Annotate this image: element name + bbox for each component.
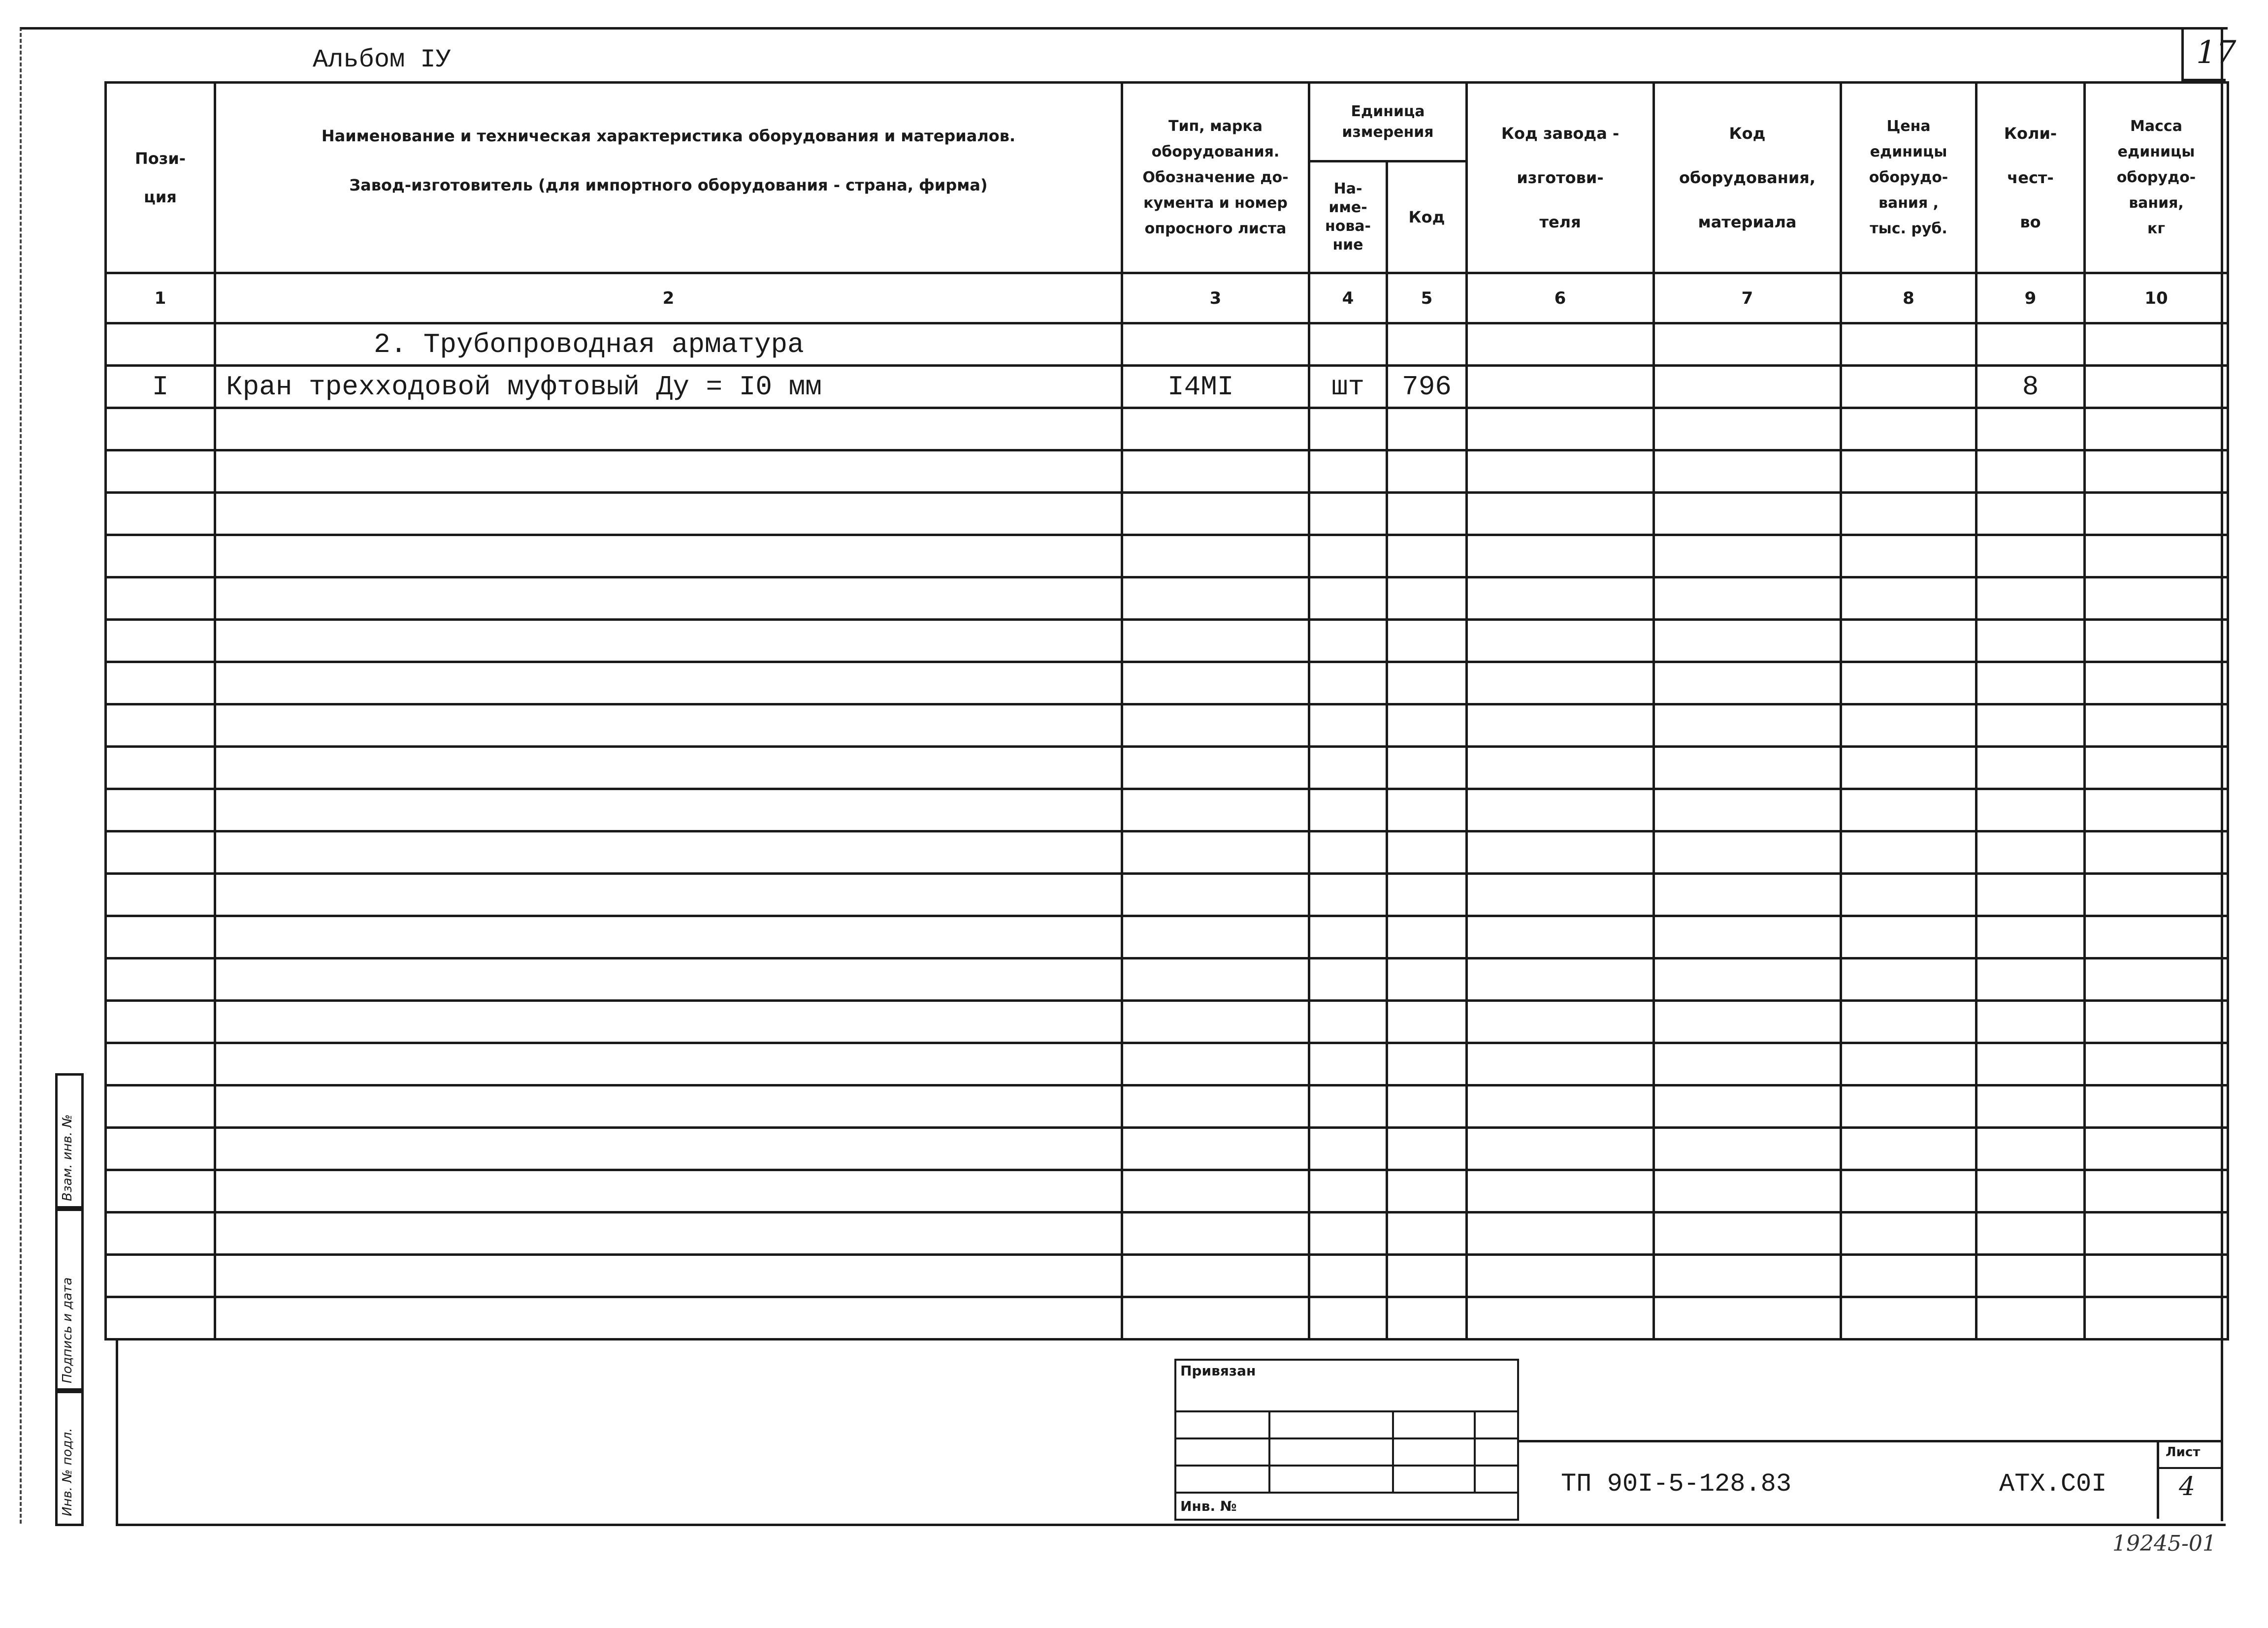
table-row <box>106 535 2228 577</box>
table-row <box>106 831 2228 874</box>
side-label-inv: Инв. № подл. <box>60 1428 75 1516</box>
cell-name: 2. Трубопроводная арматура <box>215 323 1122 366</box>
table-row <box>106 1297 2228 1340</box>
table-row <box>106 450 2228 493</box>
table-row <box>106 577 2228 620</box>
col10-header: Масса единицы оборудо- вания, кг <box>2085 83 2228 273</box>
table-row <box>106 662 2228 704</box>
col3-header: Тип, марка оборудования. Обозначение до- кумента и номер опросного листа <box>1122 83 1309 273</box>
colnum-7: 7 <box>1654 273 1841 323</box>
table-row <box>106 704 2228 747</box>
page-number-handwritten: 17 <box>2196 34 2236 71</box>
table-row <box>106 1170 2228 1213</box>
col9-header: Коли- чест- во <box>1976 83 2085 273</box>
table-row <box>106 874 2228 916</box>
cell-name: Кран трехходовой муфтовый Ду = I0 мм <box>215 366 1122 408</box>
col5-header: Код <box>1387 161 1467 273</box>
cell-empty <box>1654 366 1841 408</box>
table-row <box>106 1213 2228 1255</box>
colnum-2: 2 <box>215 273 1122 323</box>
privyazan-stamp <box>1174 1359 1519 1521</box>
archive-number-handwritten: 19245-01 <box>2112 1531 2216 1556</box>
cell-pos <box>106 323 215 366</box>
cell-pos: I <box>106 366 215 408</box>
cell-empty <box>1654 323 1841 366</box>
col6-header: Код завода - изготови- теля <box>1467 83 1654 273</box>
table-row <box>106 958 2228 1001</box>
colnum-5: 5 <box>1387 273 1467 323</box>
table-row <box>106 1043 2228 1085</box>
colnum-6: 6 <box>1467 273 1654 323</box>
privyazan-label: Привязан <box>1175 1360 1518 1411</box>
cell-empty <box>1467 366 1654 408</box>
sheet-label: Лист <box>2166 1445 2201 1460</box>
cell-empty <box>1841 323 1976 366</box>
table-row <box>106 620 2228 662</box>
sheet-box-divider <box>2157 1467 2223 1469</box>
title-block-top-line <box>1519 1440 2223 1442</box>
table-row <box>106 1255 2228 1297</box>
col1-header: Пози- ция <box>106 83 215 273</box>
cell-qty: 8 <box>1976 366 2085 408</box>
cell-unit-code <box>1387 323 1467 366</box>
table-row <box>106 493 2228 535</box>
colnum-8: 8 <box>1841 273 1976 323</box>
col2-header: Наименование и техническая характеристика оборудования и материалов. Завод-изготовитель (для импортного оборудования - страна, фирма) <box>215 83 1122 273</box>
inv-no-label: Инв. № <box>1175 1493 1518 1520</box>
table-row <box>106 1128 2228 1170</box>
side-label-podpis: Подпись и дата <box>60 1277 75 1383</box>
cell-empty <box>1841 366 1976 408</box>
cell-unit-name <box>1309 323 1387 366</box>
table-row <box>106 323 2228 366</box>
table-row <box>106 408 2228 450</box>
cell-empty <box>2085 366 2228 408</box>
cell-empty <box>1467 323 1654 366</box>
table-row <box>106 1001 2228 1043</box>
col4-header: На- име- нова- ние <box>1309 161 1387 273</box>
colnum-9: 9 <box>1976 273 2085 323</box>
table-row <box>106 789 2228 831</box>
document-code: ТП 90I-5-128.83 <box>1561 1469 1792 1499</box>
header-row <box>106 83 2228 161</box>
specification-table <box>104 81 2229 1341</box>
side-label-vzam: Взам. инв. № <box>60 1114 75 1201</box>
cell-empty <box>2085 323 2228 366</box>
column-number-row <box>106 273 2228 323</box>
col7-header: Код оборудования, материала <box>1654 83 1841 273</box>
cell-unit-code: 796 <box>1387 366 1467 408</box>
sheet-number: 4 <box>2179 1472 2196 1501</box>
colnum-4: 4 <box>1309 273 1387 323</box>
colnum-1: 1 <box>106 273 215 323</box>
cell-unit-name: шт <box>1309 366 1387 408</box>
table-row <box>106 916 2228 958</box>
sheet-code: АТХ.С0I <box>1999 1469 2107 1499</box>
table-row <box>106 366 2228 408</box>
cell-type: I4MI <box>1122 366 1309 408</box>
col8-header: Цена единицы оборудо- вания , тыс. руб. <box>1841 83 1976 273</box>
colnum-3: 3 <box>1122 273 1309 323</box>
unit-group-header: Единица измерения <box>1309 83 1467 161</box>
table-row <box>106 747 2228 789</box>
lower-frame <box>116 1338 2226 1526</box>
cell-qty <box>1976 323 2085 366</box>
table-row <box>106 1085 2228 1128</box>
colnum-10: 10 <box>2085 273 2228 323</box>
cell-type <box>1122 323 1309 366</box>
album-title: Альбом IУ <box>313 45 451 74</box>
